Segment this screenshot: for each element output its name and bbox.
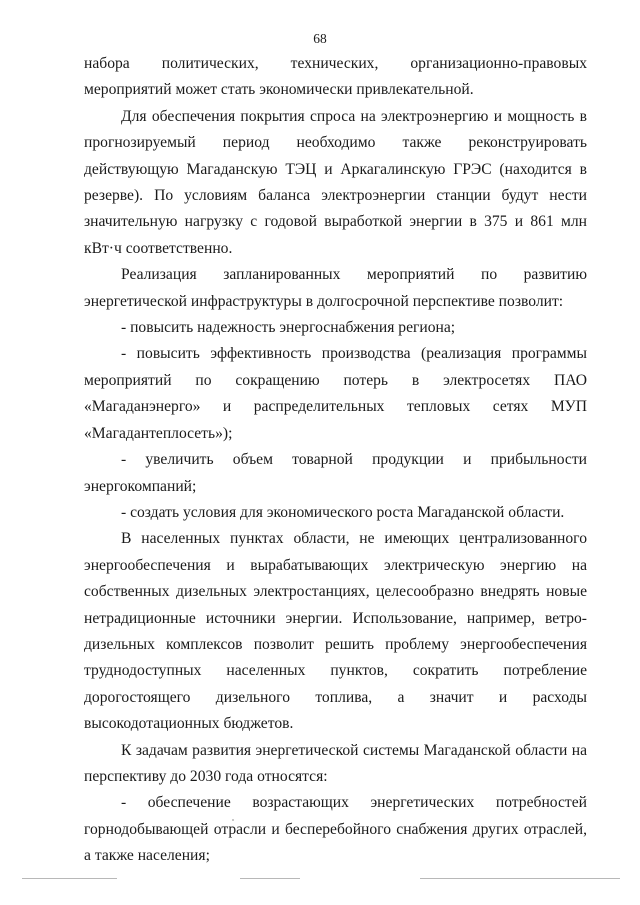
- body-text: [84, 51, 587, 870]
- paragraph: К задачам развития энергетической системы Магаданской области на перспективу до 2030 года относятся:: [84, 741, 587, 785]
- paragraph: Реализация запланированных мероприятий по развитию энергетической инфраструктуры в долгосрочной перспективе позволит:: [84, 266, 587, 310]
- scan-artifact: [240, 878, 300, 879]
- scan-artifact: [232, 819, 234, 821]
- paragraph: - создать условия для экономического роста Магаданской области.: [121, 503, 565, 521]
- paragraph: - увеличить объем товарной продукции и прибыльности энергокомпаний;: [84, 451, 587, 495]
- scan-artifact: [22, 878, 117, 879]
- paragraph: набора политических, технических, организационно-правовых мероприятий может стать экономически привлекательной.: [84, 55, 587, 99]
- paragraph: В населенных пунктах области, не имеющих централизованного энергообеспечения и вырабатывающих электрическую энергию на собственных дизельных электростанциях, целесообразно внедрять новые нетрадиционные источники энергии. Использование, например, ветро-дизельных комплексов позволит решить проблему энергообеспечения труднодоступных населенных пунктов, сократить потребление дорогостоящего дизельного топлива, а значит и расходы высокодотационных бюджетов.: [84, 530, 587, 733]
- paragraph: Для обеспечения покрытия спроса на электроэнергию и мощность в прогнозируемый период необходимо также реконструировать действующую Магаданскую ТЭЦ и Аркагалинскую ГРЭС (находится в резерве). По условиям баланса электроэнергии станции будут нести значительную нагрузку с годовой выработкой энергии в 375 и 861 млн кВт·ч соответственно.: [84, 107, 587, 257]
- paragraph: - повысить надежность энергоснабжения региона;: [121, 319, 456, 337]
- scan-artifact: [420, 878, 620, 879]
- page-number: 68: [313, 31, 327, 46]
- paragraph: - повысить эффективность производства (реализация программы мероприятий по сокращению потерь в электросетях ПАО «Магаданэнерго» и распределительных тепловых сетях МУП «Магадантеплосеть»);: [84, 345, 587, 442]
- paragraph: - обеспечение возрастающих энергетических потребностей горнодобывающей отрасли и бесперебойного снабжения других отраслей, а также населения;: [84, 794, 587, 865]
